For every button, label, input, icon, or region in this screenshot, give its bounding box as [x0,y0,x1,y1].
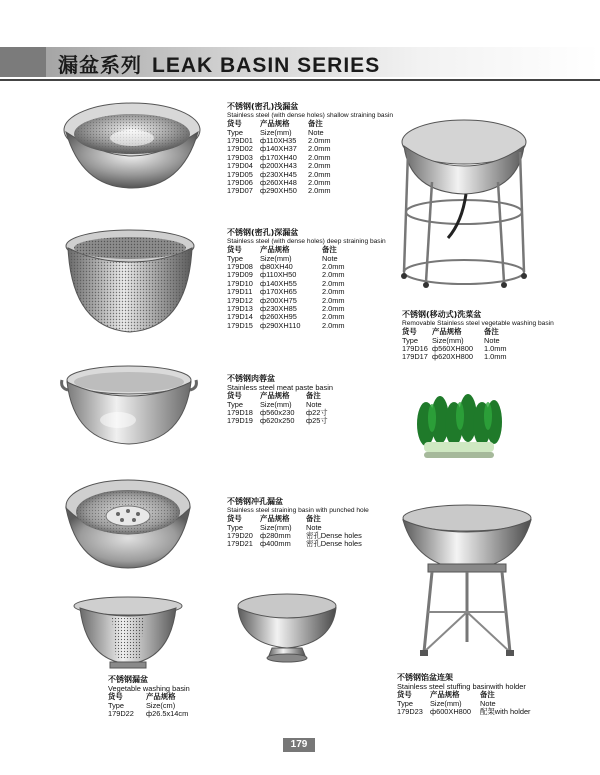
spec-title-zh: 不锈钢漏盆 [108,675,148,684]
spec-code: 179D21 [227,539,253,549]
meat-paste-basin-image [58,360,200,446]
spec-size: ф80XH40 [260,262,293,271]
table-row [402,353,507,361]
spec-note: 2.0mm [322,312,345,322]
table-row [227,187,331,195]
spec-table [227,246,345,330]
spec-title-en: Removable Stainless steel vegetable washing basin [402,319,554,327]
page-title [58,49,380,78]
spec-note: ф25寸 [306,416,328,426]
spec-head-size: Size(mm) [260,399,292,409]
spec-code: 179D22 [108,709,134,718]
spec-note: ф22寸 [306,408,328,417]
spec-table [402,328,507,362]
spec-head-size-zh: 产品规格 [430,690,460,700]
spec-title-zh: 不锈钢(密孔)浅漏盆 [227,102,299,111]
stuffing-basin-spec [397,674,531,716]
spec-code: 179D12 [227,295,253,305]
spec-size: ф110XH50 [260,270,297,280]
spec-head-note-zh: 备注 [480,690,495,700]
spec-title-en: Stainless steel (with dense holes) shallow straining basin [227,111,394,119]
spec-note: 2.0mm [322,320,345,330]
spec-size: ф140XH37 [260,144,297,154]
spec-code: 179D06 [227,178,253,188]
spec-note: 1.0mm [484,352,507,362]
spec-code: 179D04 [227,161,253,171]
spec-head-note-zh: 备注 [306,514,321,524]
table-row [227,540,362,548]
spec-code: 179D13 [227,304,253,314]
spec-code: 179D11 [227,287,253,297]
spec-head-note-zh: 备注 [308,119,323,129]
table-row [227,417,328,425]
spec-head-size-zh: 产品规格 [260,245,290,255]
spec-code: 179D10 [227,278,253,288]
punched-straining-basin-image [64,476,192,572]
spec-title-zh: 不锈钢冲孔漏盆 [227,497,283,506]
spec-head-note: Note [306,399,322,409]
spec-head-size-zh: 产品规格 [260,119,290,129]
spec-size: ф290XH110 [260,320,301,330]
spec-head-code-zh: 货号 [108,692,123,702]
page-number: 179 [283,738,315,752]
spec-size: ф260XH48 [260,178,297,188]
spec-head-code-zh: 货号 [227,391,242,401]
spec-note: 2.0mm [322,295,345,305]
deep-basin-spec [227,229,386,330]
spec-size: ф290XH50 [260,186,297,196]
spec-head-note-zh: 备注 [484,327,499,337]
table-row [227,322,345,330]
spec-head-size-zh: 产品规格 [260,391,290,401]
spec-code: 179D03 [227,152,253,162]
spec-head-size: Size(mm) [432,335,464,345]
spec-note: 密孔Dense holes [306,539,362,549]
spec-head-type: Type [227,127,244,137]
spec-head-type: Type [397,698,414,708]
deep-straining-basin-image [64,228,196,336]
page-title-en: LEAK BASIN SERIES [152,54,381,77]
spec-code: 179D09 [227,270,253,280]
spec-title-en: Stainless steel stuffing basinwith holder [397,681,526,691]
spec-head-code-zh: 货号 [227,514,242,524]
spec-table [227,392,328,426]
shallow-basin-spec [227,103,393,196]
spec-size: ф230XH45 [260,169,297,179]
spec-title-zh: 不锈钢(密孔)深漏盆 [227,228,299,237]
spec-head-size: Size(mm) [260,127,292,137]
table-row [397,708,531,716]
spec-title-en: Stainless steel (with dense holes) deep straining basin [227,237,386,245]
spec-note: 2.0mm [308,186,331,196]
table-row [108,710,188,718]
spec-size: ф200XH75 [260,295,297,305]
spec-code: 179D07 [227,186,253,196]
spec-table [108,693,188,718]
spec-code: 179D14 [227,312,253,322]
spec-size: ф200XH43 [260,161,297,171]
spec-note: 2.0mm [308,169,331,179]
shallow-straining-basin-image [62,100,202,192]
spec-table [397,691,531,716]
veg-washing-basin-spec [402,311,554,362]
spec-head-type: Type [402,335,419,345]
spec-title-zh: 不锈钢馅盆连架 [397,673,453,682]
header-rule [0,79,600,81]
page-header [0,43,600,81]
spec-head-code-zh: 货号 [397,690,412,700]
spec-size: ф170XH65 [260,287,297,297]
spec-code: 179D19 [227,416,253,426]
spec-size: ф110XH35 [260,136,297,145]
footed-bowl-image [236,592,338,664]
stuffing-basin-holder-image [400,502,534,662]
green-vegetables-image [414,394,506,464]
spec-code: 179D16 [402,344,428,353]
spec-code: 179D18 [227,408,253,417]
spec-table [227,120,331,196]
spec-title-en: Vegetable washing basin [108,683,190,693]
spec-size: ф600XH800 [430,707,472,716]
spec-note: 密孔Dense holes [306,531,362,540]
spec-title-zh: 不锈钢(移动式)洗菜盆 [402,310,482,319]
spec-head-type: Type [227,253,244,263]
spec-note: 2.0mm [308,136,331,145]
spec-code: 179D05 [227,169,253,179]
spec-note: 2.0mm [308,161,331,171]
spec-title-zh: 不锈钢肉蓉盆 [227,374,275,383]
spec-size: ф170XH40 [260,152,297,162]
spec-head-size: Size(mm) [260,522,292,532]
spec-title-en: Stainless steel meat paste basin [227,382,333,392]
spec-head-size-zh: 产品规格 [432,327,462,337]
spec-head-size: Size(mm) [430,698,462,708]
spec-size: ф400mm [260,539,291,549]
leak-basin-spec [108,676,190,718]
spec-code: 179D15 [227,320,253,330]
spec-note: 配架with holder [480,707,531,716]
spec-head-size: Size(mm) [260,253,292,263]
spec-code: 179D01 [227,136,253,145]
spec-head-code-zh: 货号 [227,245,242,255]
spec-note: 2.0mm [322,287,345,297]
spec-note: 2.0mm [322,262,345,271]
spec-head-size-zh: 产品规格 [146,692,176,702]
spec-note: 2.0mm [308,144,331,154]
meat-paste-basin-spec [227,375,333,426]
spec-size: ф280mm [260,531,291,540]
spec-head-type: Type [227,522,244,532]
spec-head-note-zh: 备注 [322,245,337,255]
spec-title-en: Stainless steel straining basin with punched hole [227,506,369,514]
vegetable-washing-basin-image [72,596,184,674]
header-accent [0,47,46,77]
spec-size: ф140XH55 [260,278,297,288]
spec-table [227,515,362,549]
spec-head-size: Size(cm) [146,700,176,710]
spec-note: 2.0mm [308,178,331,188]
spec-size: ф560XH800 [432,344,474,353]
spec-head-note: Note [480,698,496,708]
page-title-zh: 漏盆系列 [58,53,142,77]
punched-basin-spec [227,498,369,549]
spec-size: ф560x230 [260,408,295,417]
spec-head-type: Type [227,399,244,409]
spec-head-note: Note [306,522,322,532]
spec-head-size-zh: 产品规格 [260,514,290,524]
spec-code: 179D23 [397,707,423,716]
spec-head-note-zh: 备注 [306,391,321,401]
spec-head-note: Note [322,253,338,263]
spec-size: ф230XH85 [260,304,297,314]
spec-note: 2.0mm [308,152,331,162]
spec-size: ф620XH800 [432,352,474,362]
spec-head-code-zh: 货号 [402,327,417,337]
spec-head-note: Note [308,127,324,137]
spec-size: ф260XH95 [260,312,297,322]
spec-code: 179D20 [227,531,253,540]
spec-code: 179D02 [227,144,253,154]
spec-note: 2.0mm [322,278,345,288]
spec-code: 179D17 [402,352,428,362]
spec-note: 2.0mm [322,270,345,280]
spec-size: ф620x250 [260,416,295,426]
spec-note: 2.0mm [322,304,345,314]
spec-note: 1.0mm [484,344,507,353]
vegetable-washing-basin-stand-image [396,112,532,290]
spec-size: ф26.5x14cm [146,709,189,718]
spec-head-type: Type [108,700,125,710]
spec-head-note: Note [484,335,500,345]
spec-head-code-zh: 货号 [227,119,242,129]
spec-code: 179D08 [227,262,253,271]
